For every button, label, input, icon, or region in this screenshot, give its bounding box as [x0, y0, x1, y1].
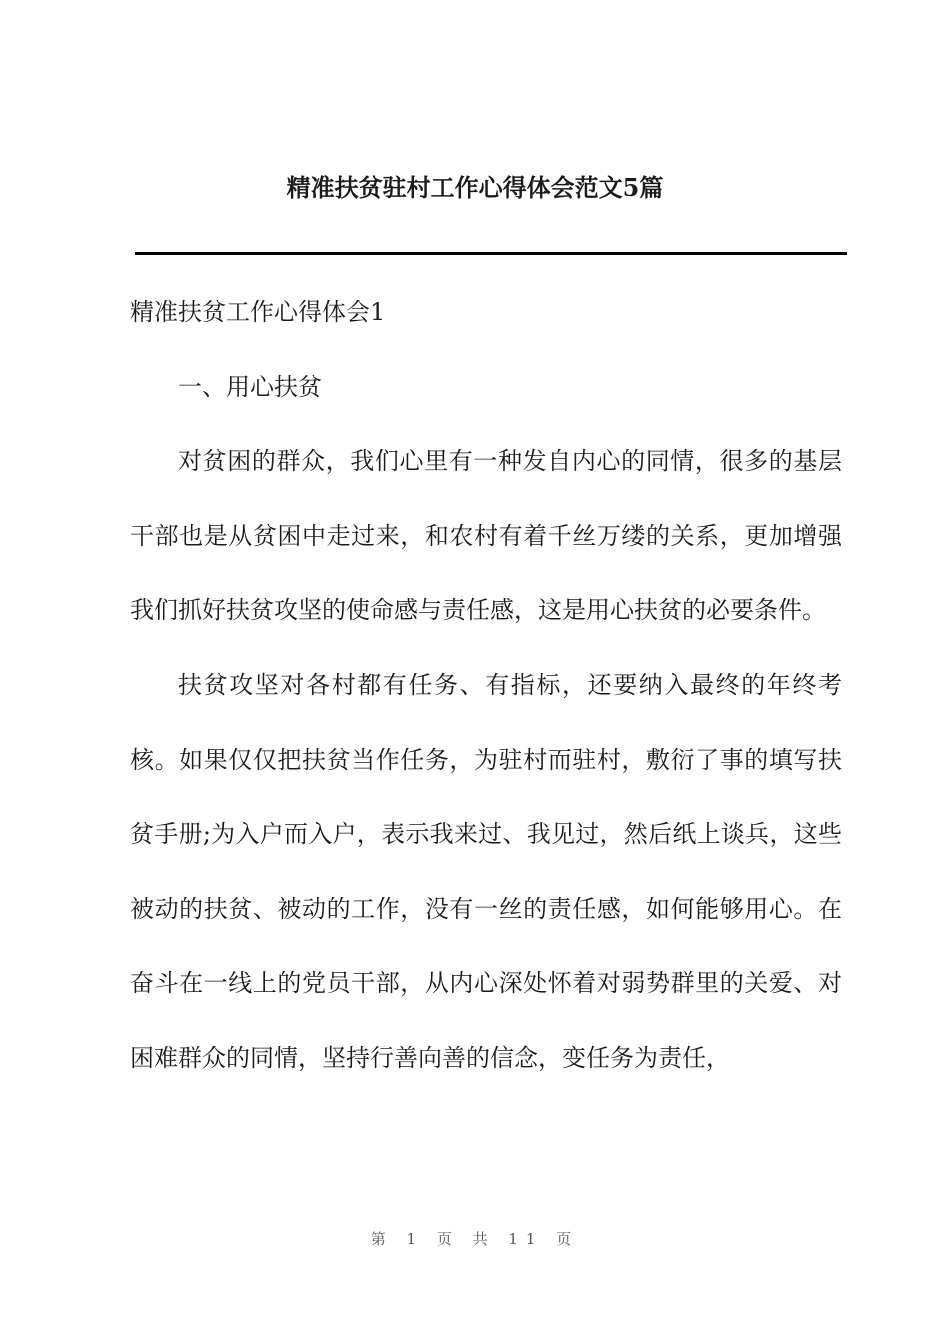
document-title: 精准扶贫驻村工作心得体会范文5篇 [286, 173, 664, 202]
page-number-footer: 第 1 页 共 11 页 [370, 1230, 580, 1248]
paragraph-1: 对贫困的群众，我们心里有一种发自内心的同情，很多的基层干部也是从贫困中走过来，和农村有着千丝万缕的关系，更加增强我们抓好扶贫攻坚的使命感与责任感，这是用心扶贫的必要条件。 [130, 447, 842, 625]
document-body [130, 275, 842, 1096]
paragraph-2: 扶贫攻坚对各村都有任务、有指标，还要纳入最终的年终考核。如果仅仅把扶贫当作任务，为驻村而驻村，敷衍了事的填写扶贫手册;为入户而入户，表示我来过、我见过，然后纸上谈兵，这些被动的扶贫、被动的工作，没有一丝的责任感，如何能够用心。在奋斗在一线上的党员干部，从内心深处怀着对弱势群里的关爱、对困难群众的同情，坚持行善向善的信念，变任务为责任， [130, 670, 842, 1072]
title-divider [135, 252, 847, 255]
subheading: 一、用心扶贫 [178, 372, 322, 401]
section-heading: 精准扶贫工作心得体会1 [130, 298, 386, 326]
